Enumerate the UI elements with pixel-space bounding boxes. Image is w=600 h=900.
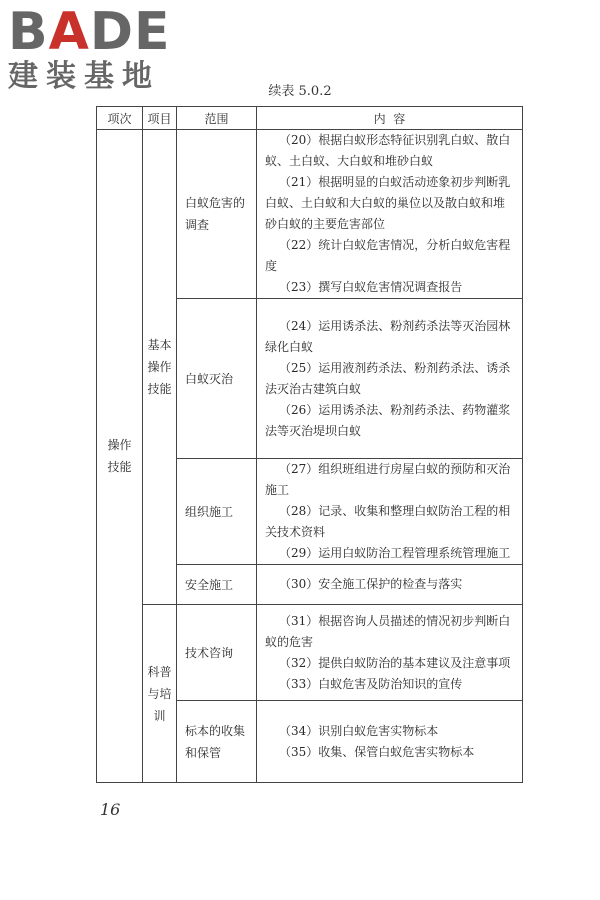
content-cell <box>257 299 523 459</box>
group-cell: 基本操作技能 <box>143 130 177 605</box>
range-cell: 安全施工 <box>177 565 257 605</box>
content-cell <box>257 130 523 299</box>
content-line: （23）撰写白蚁危害情况调查报告 <box>279 280 463 294</box>
header-item: 项目 <box>143 107 177 130</box>
content-line: （33）白蚁危害及防治知识的宣传 <box>279 676 463 691</box>
content-cell <box>257 459 523 565</box>
page-number: 16 <box>100 800 121 819</box>
content-cell <box>257 701 523 783</box>
table-row <box>97 130 523 299</box>
range-cell: 组织施工 <box>177 459 257 565</box>
content-line: （35）收集、保管白蚁危害实物标本 <box>279 744 475 759</box>
range-cell: 白蚁危害的调查 <box>177 130 257 299</box>
content-line: （20）根据白蚁形态特征识别乳白蚁、散白蚁、土白蚁、大白蚁和堆砂白蚁 <box>265 133 511 168</box>
header-span: 项次 <box>97 107 143 130</box>
category-cell: 操作技能 <box>97 130 143 783</box>
range-cell: 白蚁灭治 <box>177 299 257 459</box>
content-line: （29）运用白蚁防治工程管理系统管理施工 <box>279 546 511 560</box>
content-line: （28）记录、收集和整理白蚁防治工程的相关技术资料 <box>265 504 511 539</box>
content-line: （32）提供白蚁防治的基本建议及注意事项 <box>279 655 511 670</box>
table-caption: 续表 5.0.2 <box>268 84 332 99</box>
content-line: （25）运用液剂药杀法、粉剂药杀法、诱杀法灭治古建筑白蚁 <box>265 360 511 396</box>
content-line: （27）组织班组进行房屋白蚁的预防和灭治施工 <box>265 462 511 497</box>
range-cell: 标本的收集和保管 <box>177 701 257 783</box>
group-cell: 科普与培训 <box>143 605 177 783</box>
content-cell <box>257 565 523 605</box>
header-range: 范围 <box>177 107 257 130</box>
content-line: （30）安全施工保护的检查与落实 <box>279 577 463 591</box>
content-line: （22）统计白蚁危害情况，分析白蚁危害程度 <box>265 238 511 273</box>
content-line: （34）识别白蚁危害实物标本 <box>279 723 439 738</box>
table-header-row <box>97 107 523 130</box>
logo-wordmark: BADE <box>8 2 171 62</box>
content-line: （21）根据明显的白蚁活动迹象初步判断乳白蚁、土白蚁和大白蚁的巢位以及散白蚁和堆砂白蚁的主要危害部位 <box>265 175 511 231</box>
content-cell <box>257 605 523 701</box>
logo-subtitle: 建装基地 <box>8 59 160 94</box>
header-content: 内 容 <box>257 107 523 130</box>
table-row <box>97 605 523 701</box>
range-cell: 技术咨询 <box>177 605 257 701</box>
content-line: （24）运用诱杀法、粉剂药杀法等灭治园林绿化白蚁 <box>265 318 511 354</box>
requirements-table <box>96 106 523 783</box>
content-line: （26）运用诱杀法、粉剂药杀法、药物灌浆法等灭治堤坝白蚁 <box>265 402 511 438</box>
content-line: （31）根据咨询人员描述的情况初步判断白蚁的危害 <box>265 613 511 649</box>
